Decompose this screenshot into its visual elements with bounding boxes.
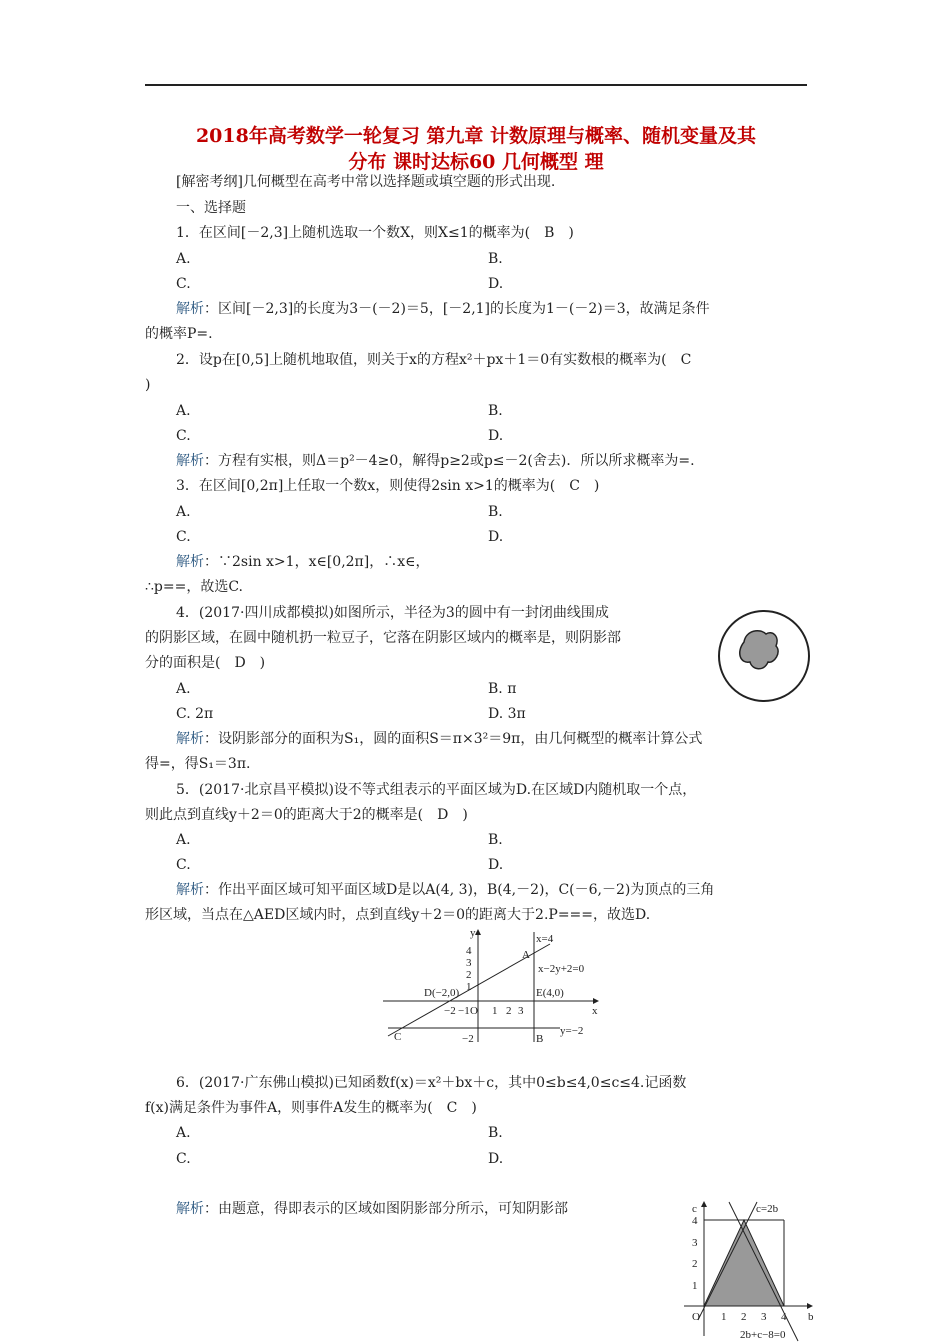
q6-analysis-line1: 解析：由题意，得即表示的区域如图阴影部分所示，可知阴影部 bbox=[176, 1201, 568, 1217]
q4-analysis-line1: 解析：设阴影部分的面积为S₁，圆的面积S＝π×3²＝9π，由几何概型的概率计算公式 bbox=[176, 731, 703, 747]
circle-figure bbox=[716, 608, 812, 704]
q4-option-d: D. 3π bbox=[488, 706, 526, 722]
q2-option-a: A. bbox=[176, 403, 191, 419]
q5-option-b: B. bbox=[488, 832, 503, 848]
q3-option-a: A. bbox=[176, 504, 191, 520]
fig5-xtick-2: 2 bbox=[506, 1005, 512, 1017]
fig6-tick-b1: 1 bbox=[721, 1311, 727, 1323]
q3-option-b: B. bbox=[488, 504, 503, 520]
fig6-tick-c2: 2 bbox=[692, 1258, 698, 1270]
region-figure-q5 bbox=[378, 924, 608, 1048]
header-rule bbox=[145, 84, 807, 86]
q4-option-c: C. 2π bbox=[176, 706, 214, 722]
q2-option-c: C. bbox=[176, 428, 191, 444]
fig5-label-d: D(−2,0) bbox=[424, 987, 460, 999]
fig6-tick-c4: 4 bbox=[692, 1215, 698, 1227]
analysis-label: 解析 bbox=[176, 882, 204, 898]
q5-option-a: A. bbox=[176, 832, 191, 848]
fig6-label-o: O bbox=[692, 1311, 700, 1323]
fig5-xtick-1: 1 bbox=[492, 1005, 498, 1017]
q1-analysis-line1: 解析：区间[－2,3]的长度为3－(－2)＝5，[－2,1]的长度为1－(－2)＝3，故满足条件 bbox=[176, 301, 710, 317]
q5-option-d: D. bbox=[488, 857, 504, 873]
intro-text: [解密考纲]几何概型在高考中常以选择题或填空题的形式出现. bbox=[176, 174, 556, 190]
q4-stem-line1: 4．(2017·四川成都模拟)如图所示，半径为3的圆中有一封闭曲线围成 bbox=[176, 605, 609, 621]
q3-option-c: C. bbox=[176, 529, 191, 545]
q4-option-a: A. bbox=[176, 681, 191, 697]
fig6-tick-b3: 3 bbox=[761, 1311, 767, 1323]
fig5-label-b: B bbox=[536, 1033, 544, 1045]
fig5-tick-4: 4 bbox=[466, 945, 472, 957]
analysis-label: 解析 bbox=[176, 1201, 204, 1217]
q4-stem-line2: 的阴影区域，在圆中随机扔一粒豆子，它落在阴影区域内的概率是，则阴影部 bbox=[145, 630, 621, 646]
q2-stem-line1: 2．设p在[0,5]上随机地取值，则关于x的方程x²＋px＋1＝0有实数根的概率为( C bbox=[176, 352, 692, 368]
q1-stem: 1．在区间[－2,3]上随机选取一个数X，则X≤1的概率为( B ) bbox=[176, 225, 574, 241]
analysis-label: 解析 bbox=[176, 453, 204, 469]
q5-stem-line1: 5．(2017·北京昌平模拟)设不等式组表示的平面区域为D.在区域D内随机取一个点， bbox=[176, 782, 697, 798]
fig5-label-e: E(4,0) bbox=[536, 987, 564, 999]
fig5-xtick-m1: −1 bbox=[458, 1005, 470, 1017]
q5-analysis-line2: 形区域，当点在△AED区域内时，点到直线y＋2＝0的距离大于2.P===，故选D. bbox=[145, 907, 651, 923]
q6-option-c: C. bbox=[176, 1151, 191, 1167]
fig5-tick-1: 1 bbox=[466, 981, 472, 993]
fig5-label-y: y bbox=[470, 927, 476, 939]
q5-stem-line2: 则此点到直线y＋2＝0的距离大于2的概率是( D ) bbox=[145, 807, 468, 823]
fig5-label-o: O bbox=[470, 1005, 478, 1017]
section-heading: 一、选择题 bbox=[176, 200, 246, 216]
analysis-label: 解析 bbox=[176, 554, 204, 570]
fig5-tick-2: 2 bbox=[466, 969, 472, 981]
fig5-label-x: x bbox=[592, 1005, 598, 1017]
q6-stem-line1: 6．(2017·广东佛山模拟)已知函数f(x)＝x²＋bx＋c，其中0≤b≤4,0≤c≤4.记函数 bbox=[176, 1075, 687, 1091]
analysis-label: 解析 bbox=[176, 731, 204, 747]
fig6-label-line: 2b+c−8=0 bbox=[740, 1329, 786, 1341]
q1-option-c: C. bbox=[176, 276, 191, 292]
fig6-label-c2b: c=2b bbox=[756, 1203, 779, 1215]
fig5-label-c: C bbox=[394, 1031, 402, 1043]
q3-stem: 3．在区间[0,2π]上任取一个数x，则使得2sin x>1的概率为( C ) bbox=[176, 478, 600, 494]
q6-option-a: A. bbox=[176, 1125, 191, 1141]
fig5-tick-3: 3 bbox=[466, 957, 472, 969]
q6-stem-line2: f(x)满足条件为事件A，则事件A发生的概率为( C ) bbox=[145, 1100, 477, 1116]
q3-analysis-line2: ∴p==，故选C. bbox=[145, 579, 243, 595]
q6-option-b: B. bbox=[488, 1125, 503, 1141]
q1-analysis-line2: 的概率P=. bbox=[145, 326, 213, 342]
doc-title-line2: 分布 课时达标60 几何概型 理 bbox=[348, 151, 604, 173]
fig5-label-x4: x=4 bbox=[536, 933, 554, 945]
q4-option-b: B. π bbox=[488, 681, 517, 697]
q1-option-b: B. bbox=[488, 251, 503, 267]
q2-analysis: 解析：方程有实根，则Δ＝p²－4≥0，解得p≥2或p≤－2(舍去)．所以所求概率为=. bbox=[176, 453, 695, 469]
doc-title-line1: 2018年高考数学一轮复习 第九章 计数原理与概率、随机变量及其 bbox=[195, 125, 757, 147]
q3-analysis-line1: 解析：∵2sin x>1，x∈[0,2π]，∴x∈， bbox=[176, 554, 430, 570]
fig5-xtick-3: 3 bbox=[518, 1005, 524, 1017]
q4-analysis-line2: 得=，得S₁＝3π. bbox=[145, 756, 251, 772]
q5-analysis-line1: 解析：作出平面区域可知平面区域D是以A(4, 3)，B(4,－2)，C(－6,－2)为顶点的三角 bbox=[176, 882, 715, 898]
fig6-tick-b4: 4 bbox=[781, 1311, 787, 1323]
q5-option-c: C. bbox=[176, 857, 191, 873]
fig5-label-a: A bbox=[522, 949, 530, 961]
fig5-label-line: x−2y+2=0 bbox=[538, 963, 585, 975]
fig6-label-b: b bbox=[808, 1311, 814, 1323]
q4-stem-line3: 分的面积是( D ) bbox=[145, 655, 266, 671]
q2-option-b: B. bbox=[488, 403, 503, 419]
q2-stem-line2: ) bbox=[145, 377, 151, 393]
fig6-tick-b2: 2 bbox=[741, 1311, 747, 1323]
fig6-label-c: c bbox=[692, 1203, 697, 1215]
q2-option-d: D. bbox=[488, 428, 504, 444]
q1-option-a: A. bbox=[176, 251, 191, 267]
fig5-label-ym2: y=−2 bbox=[560, 1025, 584, 1037]
q6-option-d: D. bbox=[488, 1151, 504, 1167]
fig6-tick-c3: 3 bbox=[692, 1237, 698, 1249]
q3-option-d: D. bbox=[488, 529, 504, 545]
analysis-label: 解析 bbox=[176, 301, 204, 317]
fig5-xtick-m2: −2 bbox=[444, 1005, 456, 1017]
region-figure-q6 bbox=[664, 1196, 824, 1342]
fig5-tick-m2: −2 bbox=[462, 1033, 474, 1045]
q1-option-d: D. bbox=[488, 276, 504, 292]
fig6-tick-c1: 1 bbox=[692, 1280, 698, 1292]
